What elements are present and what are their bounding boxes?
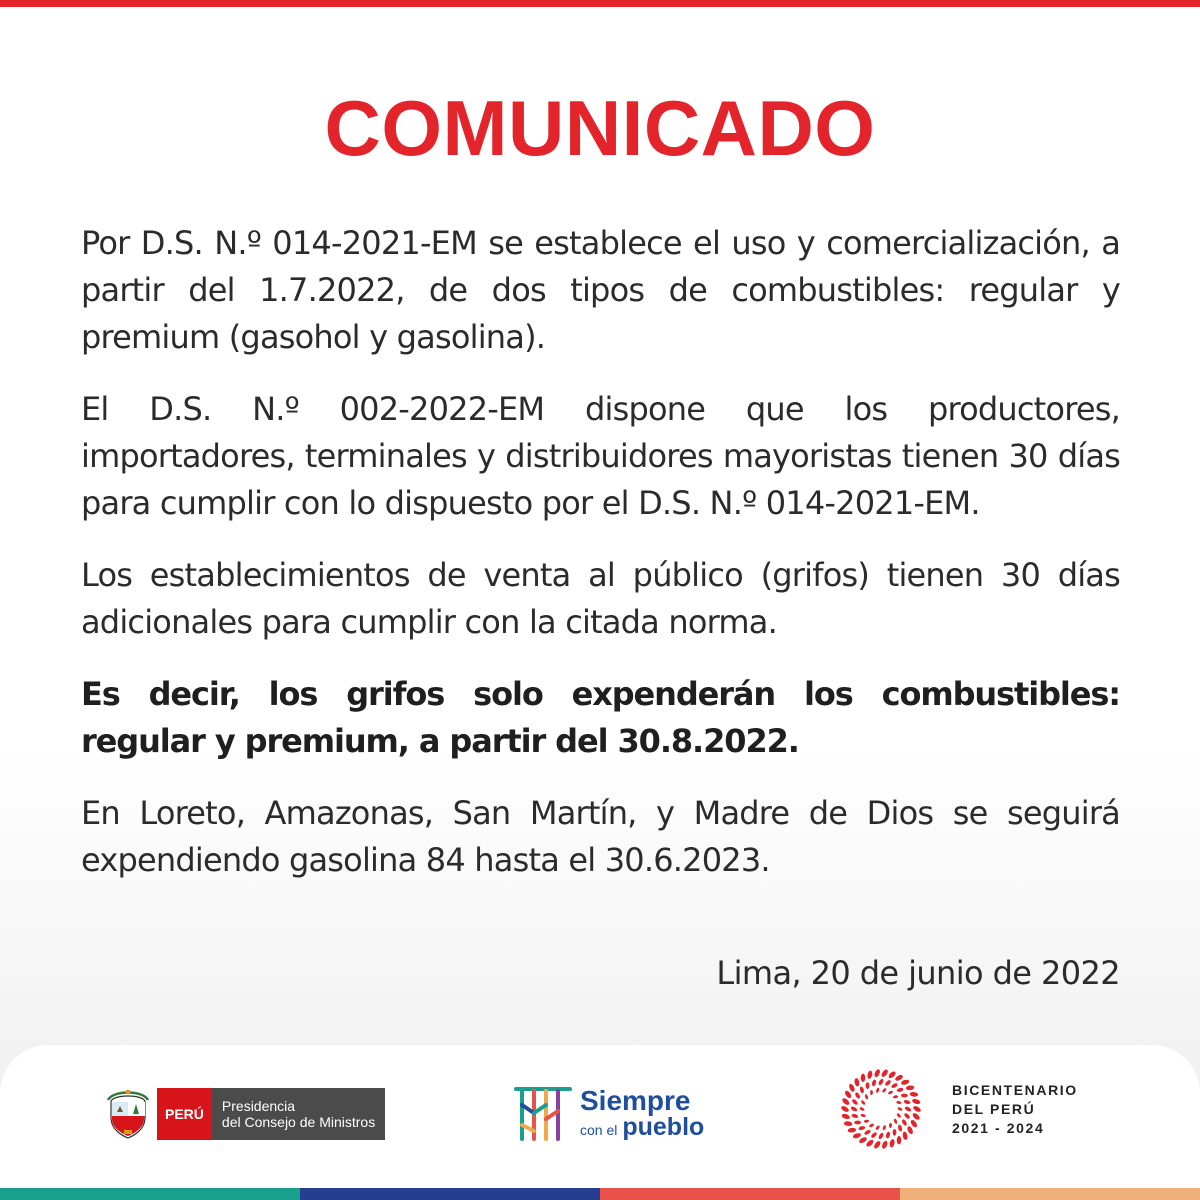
bicentenario-line2: DEL PERÚ <box>952 1100 1036 1117</box>
signature-date: Lima, 20 de junio de 2022 <box>716 954 1120 992</box>
people-figures-icon <box>512 1083 576 1145</box>
campaign-sub-text <box>580 1112 705 1142</box>
campaign-main-text: Siempre <box>580 1084 691 1116</box>
campaign-big-text: pueblo <box>622 1112 705 1141</box>
campaign-logo <box>512 1083 704 1145</box>
paragraph-1: Por D.S. N.º 014-2021-EM se establece el uso y comercialización, a partir del 1.7.2022, de dos tipos de combustibles: regular y premium (gasohol y gasolina). <box>81 224 1120 356</box>
bicentenario-line1: BICENTENARIO <box>952 1081 1078 1098</box>
campaign-small-text: con el <box>580 1121 618 1138</box>
paragraph-3: Los establecimientos de venta al público (grifos) tienen 30 días adicionales para cumplir con la citada norma. <box>81 556 1120 641</box>
paragraph-5: En Loreto, Amazonas, San Martín, y Madre de Dios se seguirá expendiendo gasolina 84 hasta el 30.6.2023. <box>81 794 1120 879</box>
bicentenario-logo <box>840 1068 1078 1150</box>
footer-color-stripes <box>0 1188 1200 1200</box>
pcm-country-label: PERÚ <box>157 1088 212 1140</box>
stripe-4 <box>900 1188 1200 1200</box>
campaign-wordmark <box>580 1084 705 1142</box>
pcm-logo <box>105 1088 385 1140</box>
paragraph-4-highlight: Es decir, los grifos solo expenderán los combustibles: regular y premium, a partir del 30.8.2022. <box>81 675 1120 760</box>
top-accent-bar <box>0 0 1200 7</box>
pcm-name-line1: Presidencia <box>221 1098 296 1114</box>
page-title: COMUNICADO <box>324 84 876 172</box>
bicentenario-wordmark <box>952 1081 1078 1138</box>
bicentenario-line3: 2021 - 2024 <box>952 1119 1045 1136</box>
stripe-3 <box>600 1188 900 1200</box>
stripe-2 <box>300 1188 600 1200</box>
pcm-name <box>212 1088 385 1140</box>
bicentenario-emblem-icon <box>840 1068 922 1150</box>
coat-of-arms-icon <box>105 1088 151 1140</box>
communique-body <box>81 220 1120 909</box>
pcm-name-line2: del Consejo de Ministros <box>221 1114 376 1130</box>
paragraph-2: El D.S. N.º 002-2022-EM dispone que los productores, importadores, terminales y distribuidores mayoristas tienen 30 días para cumplir con lo dispuesto por el D.S. N.º 014-2021-EM. <box>81 390 1120 522</box>
stripe-1 <box>0 1188 300 1200</box>
